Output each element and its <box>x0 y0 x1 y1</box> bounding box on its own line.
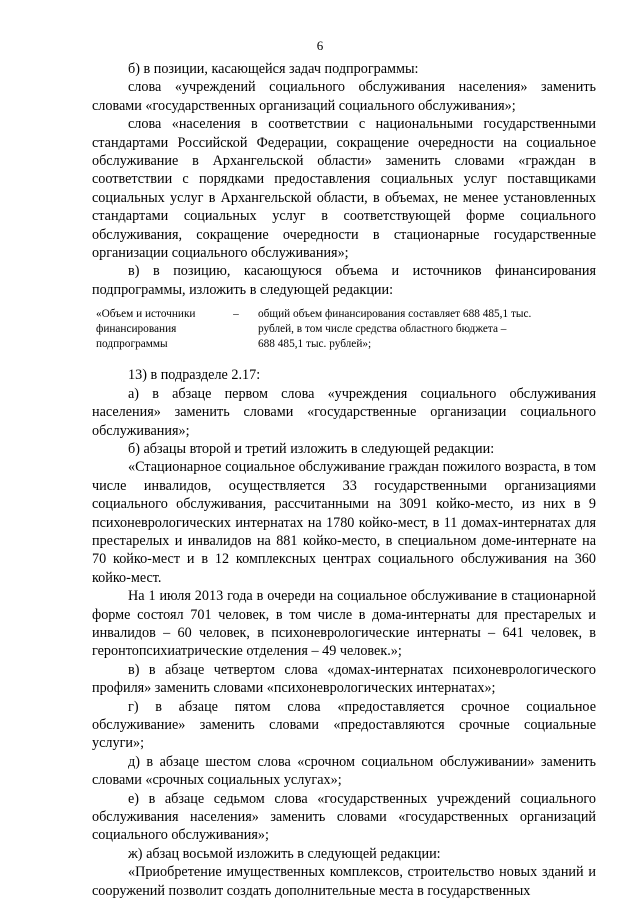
table-left-line: подпрограммы <box>96 338 168 351</box>
paragraph: д) в абзаце шестом слова «срочном социальном обслуживании» заменить словами «срочных социальных услугах»; <box>92 753 596 789</box>
table-right-cell <box>248 307 588 352</box>
paragraph: г) в абзаце пятом слова «предоставляется срочное социальное обслуживание» заменить словами «предоставляются срочные социальные услуги»; <box>92 698 596 752</box>
paragraph: б) абзацы второй и третий изложить в следующей редакции: <box>128 440 495 457</box>
table-dash: – <box>233 308 239 321</box>
paragraph: 13) в подразделе 2.17: <box>128 367 261 384</box>
paragraph: а) в абзаце первом слова «учреждения социального обслуживания населения» заменить словами «государственные организации социального обслуживания»; <box>92 385 596 439</box>
table-right-line: рублей, в том числе средства областного бюджета – <box>258 323 507 336</box>
paragraph: слова «учреждений социального обслуживания населения» заменить словами «государственных организаций социального обслуживания»; <box>92 79 596 114</box>
paragraph: ж) абзац восьмой изложить в следующей редакции: <box>128 845 441 862</box>
paragraph: б) в позиции, касающейся задач подпрограммы: <box>128 61 419 77</box>
paragraph: «Приобретение имущественных комплексов, строительство новых зданий и сооружений позволит создать дополнительные места в государственных <box>92 864 596 899</box>
table-left-cell <box>96 307 224 352</box>
paragraph: слова «населения в соответствии с национальными государственными стандартами Российской Федерации, сокращение очередности на социальное обслуживание в Архангельской области» заменить словами «граждан в соответствии с порядками предоставления социальных услуг поставщиками социальных услуг в Архангельской области, в объемах, не менее установленных стандартами социальных услуг в соответствующей форме социального обслуживания, сокращение очередности в стационарные государственные организации социального обслуживания»; <box>92 116 596 262</box>
table-left-line: «Объем и источники <box>96 308 196 321</box>
paragraph: в) в позицию, касающуюся объема и источников финансирования подпрограммы, изложить в следующей редакции: <box>92 263 596 298</box>
financing-table <box>96 307 596 352</box>
table-left-line: финансирования <box>96 323 177 336</box>
paragraph: е) в абзаце седьмом слова «государственных учреждений социального обслуживания населения» заменить словами «государственных организаций социального обслуживания»; <box>92 790 596 844</box>
paragraph: На 1 июля 2013 года в очереди на социальное обслуживание в стационарной форме состоял 701 человек, в том числе в дома-интернаты для престарелых и инвалидов – 60 человек, в психоневрологические интернаты – 641 человек, в геронтопсихиатрические отделения – 49 человек.»; <box>92 588 596 660</box>
table-right-line: общий объем финансирования составляет 688 485,1 тыс. <box>258 308 532 321</box>
paragraph: «Стационарное социальное обслуживание граждан пожилого возраста, в том числе инвалидов, осуществляется 33 государственными организациями социального обслуживания, рассчитанными на 3091 койко-место, из них в 9 психоневрологических интернатах на 1780 койко-мест, в 11 домах-интернатах для престарелых и инвалидов на 881 койко-место, в специальном доме-интернате на 70 койко-мест и в 12 комплексных центрах социального обслуживания на 360 койко-мест. <box>92 459 596 586</box>
table-right-line: 688 485,1 тыс. рублей»; <box>258 338 372 351</box>
page-number: 6 <box>316 38 324 53</box>
paragraph: в) в абзаце четвертом слова «домах-интернатах психоневрологического профиля» заменить словами «психоневрологических интернатах»; <box>92 661 596 697</box>
document-body <box>92 60 596 900</box>
